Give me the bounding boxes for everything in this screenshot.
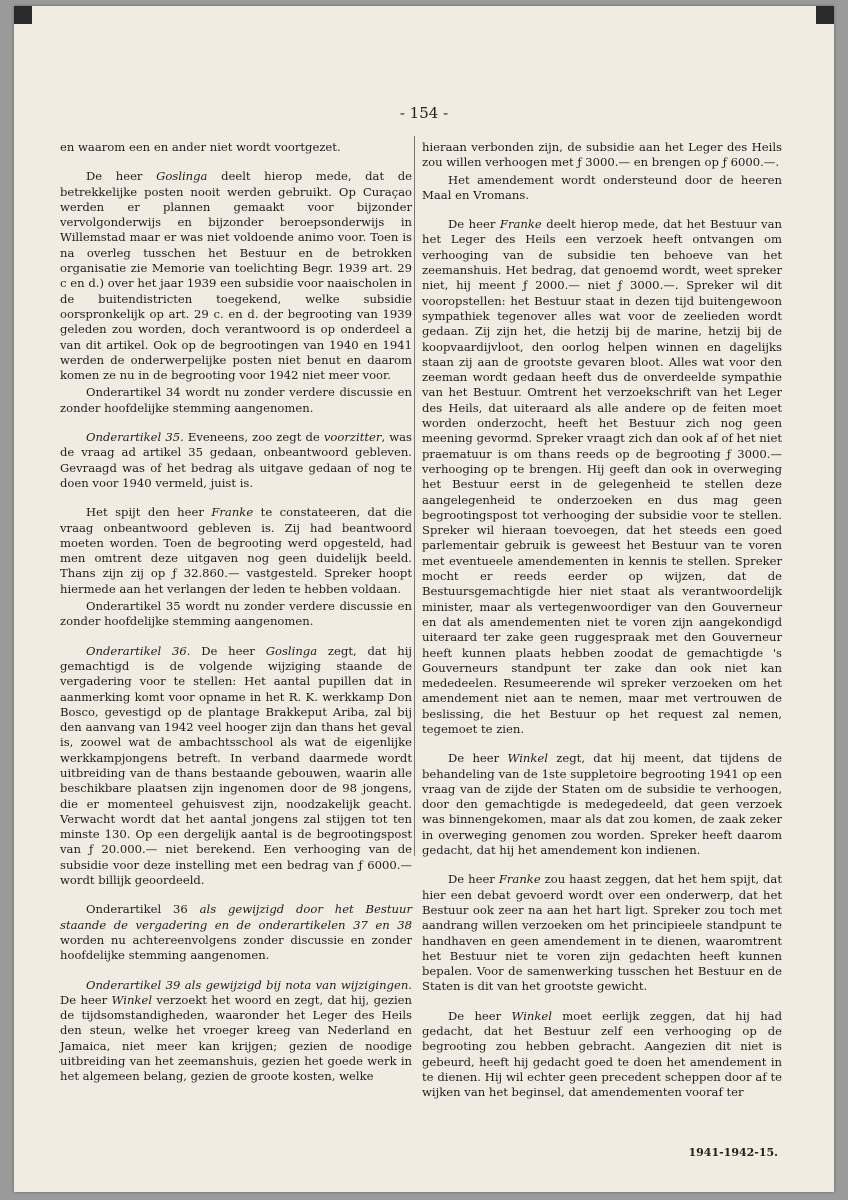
- speaker-name: Goslinga: [265, 643, 318, 658]
- document-page: [14, 6, 834, 1192]
- column-divider: [414, 136, 415, 856]
- article-heading: Onderartikel 36.: [86, 643, 191, 658]
- paragraph: Het spijt den heer Franke te constateeren, dat die vraag onbeantwoord gebleven is. Zij had beantwoord moeten worden. Toen de begrooting werd opgesteld, had men omtrent deze uitgaven nog geen duidelijk beeld. Thans zijn zij op ƒ 32.860.— vastgesteld. Spreker hoopt hiermede aan het verlangen der leden te hebben voldaan.: [60, 505, 412, 596]
- right-column: [422, 140, 782, 1101]
- document-reference: 1941-1942-15.: [688, 1146, 778, 1159]
- paragraph: en waarom een en ander niet wordt voortgezet.: [60, 140, 341, 154]
- paragraph: Onderartikel 39 als gewijzigd bij nota van wijzigingen. De heer Winkel verzoekt het woord en zegt, dat hij, gezien de tijdsomstandigheden, waaronder het Leger des Heils den steun, welke het vroeger kreeg van Nederland en Jamaica, niet meer kan krijgen; gezien de noodige uitbreiding van het zeemanshuis, gezien het goede werk in het algemeen belang, gezien de groote kosten, welke: [60, 977, 412, 1084]
- left-column: [60, 140, 412, 1085]
- article-heading: Onderartikel 39 als gewijzigd bij nota van wijzigingen.: [86, 977, 412, 992]
- paragraph: De heer Winkel moet eerlijk zeggen, dat hij had gedacht, dat het Bestuur zelf een verhooging op de begrooting zou hebben gebracht. Aangezien dit niet is gebeurd, heeft hij gedacht goed te doen het amendement in te dienen. Hij wil echter geen precedent scheppen door af te wijken van het beginsel, dat amendementen vooraf ter: [422, 1008, 782, 1100]
- speaker-name: Franke: [499, 217, 542, 232]
- speaker-name: Winkel: [111, 992, 153, 1007]
- paragraph: De heer Franke deelt hierop mede, dat het Bestuur van het Leger des Heils een verzoek heeft ontvangen om verhooging van de subsidie ten behoeve van het zeemanshuis. Het bedrag, dat genoemd wordt, weet spreker niet, hij meent ƒ 2000.— niet ƒ 3000.—. Spreker wil dit vooropstellen: het Bestuur staat in dezen tijd buitengewoon sympathiek tegenover alles wat voor de zeelieden wordt gedaan. Zij zijn het, die hetzij bij de marine, hetzij bij de koopvaardijvloot, den oorlog helpen winnen en dagelijks staan zij aan de grootste gevaren bloot. Alles wat voor den zeeman wordt gedaan heeft dus de onverdeelde sympathie van het Bestuur. Omtrent het verzoekschrift van het Leger des Heils, dat uiteraard als alle andere op de feiten moet worden onderzocht, heeft het Bestuur zich nog geen meening gevormd. Spreker vraagt zich dan ook af of het niet praematuur is om thans reeds op de begrooting ƒ 3000.— verhooging op te brengen. Hij geeft dan ook in overweging het Bestuur eerst in de gelegenheid te stellen deze aangelegenheid te onderzoeken en dus mag geen begrootingspost tot verhooging der subsidie voor te stellen. Spreker wil hieraan toevoegen, dat het steeds een goed parlementair gebruik is geweest het Bestuur van te voren met eventueele amendementen in kennis te stellen. Spreker mocht er reeds eerder op wijzen, dat de Bestuursgemachtigde hier niet staat als verantwoordelijk minister, maar als vertegenwoordiger van den Gouverneur en dat als amendementen niet te voren zijn aangekondigd uiteraard ter zake geen ruggespraak met den Gouverneur heeft kunnen plaats hebben zoodat de gemachtigde 's Gouverneurs standpunt ter zake dan ook niet kan mededeelen. Resumeerende wil spreker verzoeken om het amendement niet aan te nemen, maar met vertrouwen de beslissing, die het Bestuur op het request zal nemen, tegemoet te zien.: [422, 217, 782, 736]
- paragraph: De heer Goslinga deelt hierop mede, dat de betrekkelijke posten nooit werden gebruikt. Op Curaçao werden er plannen gemaakt voor bijzonder vervolgonderwijs en bijzonder beroepsonderwijs in Willemstad maar er was niet voldoende animo voor. Toen is na overleg tusschen het Bestuur en de betrokken organisatie zie Memorie van toelichting Begr. 1939 art. 29 c en d.) over het jaar 1939 een subsidie voor naaischolen in de buitendistricten toegekend, welke subsidie oorspronkelijk op art. 29 c. en d. der begrooting van 1939 geleden zou worden, doch verantwoord is op onderdeel a van dit artikel. Ook op de begrootingen van 1940 en 1941 werden de onderwerpelijke posten niet benut en daarom komen ze nu in de begrooting voor 1942 niet meer voor.: [60, 169, 412, 383]
- paragraph: De heer Franke zou haast zeggen, dat het hem spijt, dat hier een debat gevoerd wordt over een onderwerp, dat het Bestuur ook zeer na aan het hart ligt. Spreker zou toch met aandrang willen verzoeken om het principieele standpunt te handhaven en geen amendement in te dienen, waaromtrent het Bestuur niet te voren zijn gedachten heeft kunnen bepalen. Voor de samenwerking tusschen het Bestuur en de Staten is dit van het grootste gewicht.: [422, 872, 783, 994]
- article-heading: Onderartikel 35.: [86, 430, 184, 445]
- speaker-name: Winkel: [511, 1008, 552, 1023]
- page-number: - 154 -: [399, 104, 449, 122]
- paragraph: Onderartikel 36 als gewijzigd door het Bestuur staande de vergadering en de onderartikelen 37 en 38 worden nu achtereenvolgens zonder discussie en zonder hoofdelijke stemming aangenomen.: [60, 902, 412, 963]
- paragraph: Onderartikel 34 wordt nu zonder verdere discussie en zonder hoofdelijke stemming aangenomen.: [60, 385, 412, 415]
- paragraph: De heer Winkel zegt, dat hij meent, dat tijdens de behandeling van de 1ste suppletoire begrooting 1941 op een vraag van de zijde der Staten om de subsidie te verhoogen, door den gemachtigde is medegedeeld, dat geen verzoek was binnengekomen, maar als dat zou komen, de zaak zeker in overweging genomen zou worden. Spreker heeft daarom gedacht, dat hij het amendement kon indienen.: [422, 751, 782, 858]
- speaker-name: Winkel: [507, 751, 548, 766]
- scan-corner-mark: [816, 6, 834, 24]
- paragraph: Het amendement wordt ondersteund door de heeren Maal en Vromans.: [422, 172, 782, 202]
- paragraph: Onderartikel 35. Eveneens, zoo zegt de voorzitter, was de vraag ad artikel 35 gedaan, onbeantwoord gebleven. Gevraagd was of het bedrag als uitgave gedaan of nog te doen voor 1940 vermeld, juist is.: [60, 430, 413, 490]
- paragraph: Onderartikel 35 wordt nu zonder verdere discussie en zonder hoofdelijke stemming aangenomen.: [60, 599, 412, 629]
- speaker-name: Franke: [211, 505, 254, 520]
- scan-corner-mark: [14, 6, 32, 24]
- speaker-name: Goslinga: [156, 169, 208, 184]
- paragraph: hieraan verbonden zijn, de subsidie aan het Leger des Heils zou willen verhoogen met ƒ 3000.— en brengen op ƒ 6000.—.: [422, 140, 782, 170]
- article-heading: als gewijzigd door het Bestuur staande de vergadering en de onderartikelen 37 en 38: [60, 902, 412, 932]
- speaker-name: voorzitter: [323, 430, 382, 445]
- paragraph: Onderartikel 36. De heer Goslinga zegt, dat hij gemachtigd is de volgende wijziging staande de vergadering voor te stellen: Het aantal pupillen dat in aanmerking komt voor opname in het R. K. werkkamp Don Bosco, gevestigd op de plantage Brakkeput Ariba, zal bij den aanvang van 1942 veel hooger zijn dan thans het geval is, zoowel wat de ambachtsschool als wat de eigenlijke werkkampjongens betreft. In verband daarmede wordt uitbreiding van de thans bestaande gebouwen, waarin alle beschikbare plaatsen zijn ingenomen door de 98 jongens, die er momenteel gehuisvest zijn, noodzakelijk geacht. Verwacht wordt dat het aantal jongens zal stijgen tot ten minste 130. Op een dergelijk aantal is de begrootingspost van ƒ 20.000.— niet berekend. Een verhooging van de subsidie voor deze instelling met een bedrag van ƒ 6000.— wordt billijk geoordeeld.: [60, 643, 413, 888]
- speaker-name: Franke: [498, 872, 541, 887]
